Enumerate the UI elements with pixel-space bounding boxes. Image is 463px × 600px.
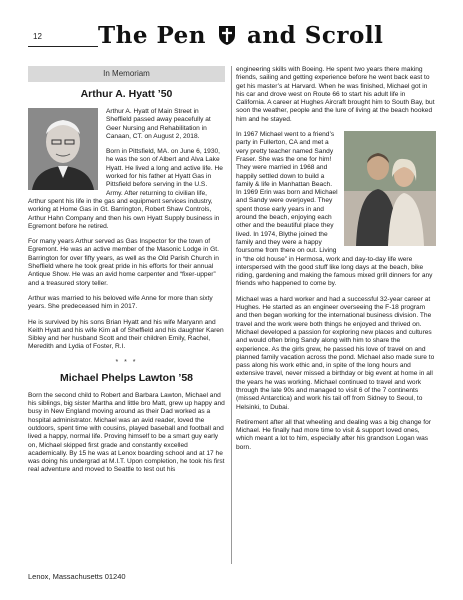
obituary-2-paragraph: In 1967 Michael went to a friend’s party in Fullerton, CA and met a very pretty teacher named Sandy Fraser. She was the one for him! They were married in 1968 and happily settled down to build a family & life in Manhattan Beach. In 1969 Erin was born and Michael and Sandy were overjoyed. They spent those early years in and around the beach, enjoying each other and the beautiful place they lived. In 1974, Blythe joined the family and they were a happy foursome from there on out. Living in “the old house” in Hermosa, work and day-to-day life were interspersed with the good stuff like long days at the beach, bike riding, gardening and making the famous mixed grill dinners for any friends who happened to come by. [236, 131, 433, 288]
obituary-2-paragraph: Retirement after all that wheeling and dealing was a big change for Michael. He finally had more time to visit & support loved ones, which meant a lot to him, especially after his grandson Logan was born. [236, 418, 432, 451]
footer-address: Lenox, Massachusetts 01240 [28, 572, 126, 581]
page-number: 12 [33, 32, 42, 41]
obituary-1-paragraph: Arthur A. Hyatt of Main Street in Sheffield passed away peacefully at Geer Nursing and Rehabilitation in Canaan, CT. on August 2, 2018. [106, 108, 211, 140]
couple-photo [344, 131, 436, 246]
masthead-rule [28, 46, 98, 47]
obituary-1-paragraph: He is survived by his sons Brian Hyatt and his wife Maryann and Keith Hyatt and his wife Kim all of Sheffield and his daughter Karen Sibley and her husband Scott and their children Emily, Rachel, Meredith and Lydia of Foster, R.I. [28, 318, 224, 351]
obituary-2-name: Michael Phelps Lawton ’58 [59, 371, 194, 384]
obituary-1-paragraph: Arthur was married to his beloved wife Anne for more than sixty years. She predeceased him in 2017. [28, 294, 213, 311]
section-separator: * * * [115, 358, 138, 366]
obituary-2-paragraph: Born the second child to Robert and Barbara Lawton, Michael and his siblings, big sister Martha and little bro Matt, grew up happy and busy in New England moving around as their Dad worked as a hospital administrator. Michael was an avid reader, loved the outdoors, spent time with cousins, played baseball and football and lived a happy, normal life. Proving himself to be a smart guy early on, Michael skipped first grade and constantly excelled academically. By 15 he was at Lenox boarding school and at 17 he was doing his undergrad at M.I.T. Upon completion, he took his first real adventure and moved to Seattle to test out his [28, 391, 225, 474]
left-column [28, 66, 225, 482]
masthead-title-part2: and Scroll [247, 22, 384, 49]
masthead-title [98, 22, 438, 58]
obituary-2-paragraph: Michael was a hard worker and had a successful 32-year career at Hughes. He started as an engineer overseeing the F-18 program and then began working for the international business division. The travel and the work were both things he enjoyed and thrived on. Michael developed a passion for exploring new places and cultures and would often bring Sandy along with him to share the experience. As the girls grew, he passed his love of travel on and planned family vacation across the pond. Michael also made sure to pass along his work ethic and, in spite of the long hours and extensive travel, never missed a birthday or big event at home in all the years he was working. Michael continued to travel and work through the late 90s and managed to visit 6 of the 7 continents (missed Antarctica) and work his tail off from Sidney to Seoul, to Helsinki, to Dubai. [236, 295, 435, 411]
shield-cross-crest-icon [217, 24, 237, 46]
column-divider [231, 66, 232, 564]
right-column [236, 66, 436, 459]
portrait-photo-arthur [28, 108, 98, 190]
obituary-1-paragraph: Born in Pittsfield, MA. on June 6, 1930, he was the son of Albert and Alva Lake Hyatt. He lived a long and active life. He worked for his father at Hyatt Gas in Pittsfield before serving in the U.S. Army. After returning to civilian life, Arthur spent his life in the gas and equipment services industry, working at Home Gas in Gt. Barrington, Robert Shaw Controls, Arthur Hahn Company and then his own Hyatt Supply business in Egremont before he retired. [28, 148, 223, 230]
obituary-1-name: Arthur A. Hyatt ’50 [80, 88, 173, 100]
masthead-title-part1: The Pen [98, 22, 207, 49]
obituary-1-paragraph: For many years Arthur served as Gas Inspector for the town of Egremont. He was an active member of the Masonic Lodge in Gt. Barrington for over fifty years, as well as the Old Parish Church in Sheffield where he took great pride in his efforts for their annual Antique Show. He was an avid home carpenter and “fixer-upper” and a treasured story teller. [28, 238, 219, 287]
obituary-2-paragraph: engineering skills with Boeing. He spent two years there making friends, sailing and getting experience before he went back east to get his master’s at Harvard. When he was finished, Michael got in his car and drove west on Route 66 to start his adult life in California. A career at Hughes Aircraft brought him to South Bay, but soon the weather, people and the lure of living at the beach hooked him and he stayed. [236, 66, 435, 123]
section-header: In Memoriam [28, 66, 225, 82]
